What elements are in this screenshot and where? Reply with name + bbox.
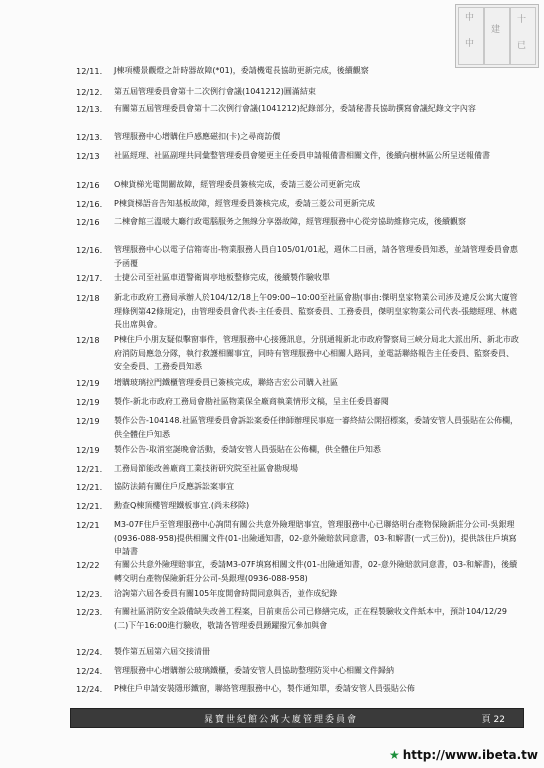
entry-text: P棟住戶申請安裝隱形鐵窗，聯絡管理服務中心，製作通知單，委請安管人員張貼公佈	[114, 684, 415, 693]
entry-date: 12/23.	[76, 589, 103, 599]
entry-text: 洽詢第六屆各委員有關105年度開會時間同意與否，並作成紀錄	[114, 589, 338, 598]
entry-date: 12/18	[76, 335, 100, 345]
entry-text: 二棟會館三溫暖大廳行政電腦服务之無線分享器故障，經管理服務中心從旁協助維修完成，後續觀察	[114, 217, 466, 226]
entry-date: 12/13.	[76, 132, 103, 142]
entry-date: 12/21.	[76, 464, 103, 474]
entry-date: 12/18	[76, 293, 100, 303]
entry-text: 管理服務中心以電子信箱寄出-物業服務人員自105/01/01起，週休二日函，請各管理委員知悉，並請管理委員會惠予函覆	[114, 245, 518, 268]
entry-text: 有關公共意外險理賠事宜，委請M3-07F填寫相關文件(01-出險通知書，02-意外險賠款同意書，03-和解書)，後續轉交明台產物保險新莊分公司-吳銀理(0936-088-958)	[114, 560, 518, 583]
entry-date: 12/21.	[76, 482, 103, 492]
entry-text: P棟貨梯語音告知基板故障，經管理委員簽核完成，委請三菱公司更新完成	[114, 199, 375, 208]
entry-text: 製作第五屆第六屆交接清冊	[114, 647, 210, 656]
entry-date: 12/16	[76, 180, 100, 190]
entry-text: 新北市政府工務局承辦人於104/12/18上午09:00~10:00至社區會勘(事由:傑明皇家物業公司涉及違反公寓大廈管理條例第42條規定)，由管理委員會代表-主任委員、監察委員、工務委員，傑明皇家物業公司代表-張總經理、林處長出席與會。	[114, 293, 518, 329]
entry-text: 製作公告-104148.社區管理委員會訴訟案委任律師辦理民事庭一審終結公開招標案，委請安管人員張貼在公佈欄，供全體住戶知悉	[114, 416, 518, 439]
entry-date: 12/24.	[76, 647, 103, 657]
entry-text: 士捷公司至社區車道警衛崗亭地板整修完成，後續製作驗收單	[114, 273, 330, 282]
entry-text: 增購玻璃拉門鐵櫃管理委員已簽核完成，聯絡吉宏公司購入社區	[114, 378, 338, 387]
footer-title: 晁寶世紀館公寓大廈管理委員會	[203, 715, 358, 725]
watermark-text: http://www.ibeta.tw	[402, 748, 538, 762]
entry-date: 12/23.	[76, 607, 103, 617]
entry-text: P棟住戶小朋友疑似擊窗事件，管理服務中心接獲訊息，分別通報新北市政府警察局三峽分局北大派出所、新北市政府消防局應急分隊，執行救護相關事宜，同時有管理服務中心相關人路同，並電話聯絡報告主任委員、監察委員、安全委員、工務委員知悉	[114, 335, 519, 371]
entry-date: 12/19	[76, 397, 100, 407]
entry-text: 工務局節能改善廠商工業技術研究院至社區會勘現場	[114, 464, 298, 473]
entry-date: 12/21.	[76, 501, 103, 511]
page-number: 頁 22	[481, 715, 505, 725]
entry-text: 製作-新北市政府工務局會勘社區物業保全廠商執業情形文稿，呈主任委員審閱	[114, 397, 389, 406]
entry-date: 12/16	[76, 217, 100, 227]
entry-text: 管理服務中心增購住戶感應磁扣(卡)之尋商訪價	[114, 132, 281, 141]
entry-text: 第五屆管理委員會第十二次例行會議(1041212)圓滿結束	[114, 87, 316, 96]
entry-date: 12/17.	[76, 273, 103, 283]
entry-date: 12/12.	[76, 87, 103, 97]
entry-date: 12/11.	[76, 66, 103, 76]
entry-date: 12/16.	[76, 245, 103, 255]
entry-text: 協防法銷有關住戶反應訴訟案事宜	[114, 482, 234, 491]
entry-date: 12/24.	[76, 666, 103, 676]
star-icon: ★	[388, 748, 400, 762]
entry-text: 勳查Q棟頂樓管理鐵板事宜.(尚未移除)	[114, 501, 250, 510]
entry-date: 12/19	[76, 378, 100, 388]
entry-text: 社區經理、社區副理共同彙整管理委員會變更主任委員申請報備書相關文件，後續向樹林區公所呈送報備書	[114, 151, 490, 160]
entry-text: M3-07F住戶至管理服務中心詢問有關公共意外險理賠事宜，管理服務中心已聯絡明台產物保險新莊分公司-吳銀理(0936-088-958)提供相關文件(01-出險通知書，02-意外險賠款同意書，03-和解書(一式三份))，提供該住戶填寫申請書	[114, 520, 517, 556]
official-seal-stamp: 中 中 建 十 已	[455, 4, 539, 68]
entry-text: O棟貨梯光電開關故障，經管理委員簽核完成，委請三菱公司更新完成	[114, 180, 361, 189]
page-footer	[70, 708, 524, 728]
entry-text: 管理服務中心增購辦公玻璃鐵櫃，委請安管人員協助整理防災中心相關文件歸納	[114, 666, 394, 675]
entry-text: 有關第五屆管理委員會第十二次例行會議(1041212)紀錄部分，委請秘書長協助撰寫會議紀錄文字內容	[114, 104, 476, 113]
entry-date: 12/22	[76, 560, 100, 570]
entry-date: 12/24.	[76, 684, 103, 694]
entry-date: 12/13	[76, 151, 100, 161]
entry-date: 12/19	[76, 416, 100, 426]
entry-text: 有關社區消防安全設備缺失改善工程案，目前東岳公司已修繕完成，正在程製驗收文件紙本中，預計104/12/29(二)下午16:00進行驗收，敬請各管理委員踴躍撥冗參加與會	[114, 607, 508, 630]
entry-text: J棟項樓景觀燈之計時器故障(*01)，委請機電長協助更新完成，後續觀察	[114, 66, 369, 75]
watermark	[389, 748, 538, 762]
entry-date: 12/19	[76, 445, 100, 455]
entry-text: 製作公告-取消室誕晚會活動，委請安管人員張貼在公佈欄，供全體住戶知悉	[114, 445, 381, 454]
entry-date: 12/13.	[76, 104, 103, 114]
entry-date: 12/16.	[76, 199, 103, 209]
entry-date: 12/21	[76, 520, 100, 530]
